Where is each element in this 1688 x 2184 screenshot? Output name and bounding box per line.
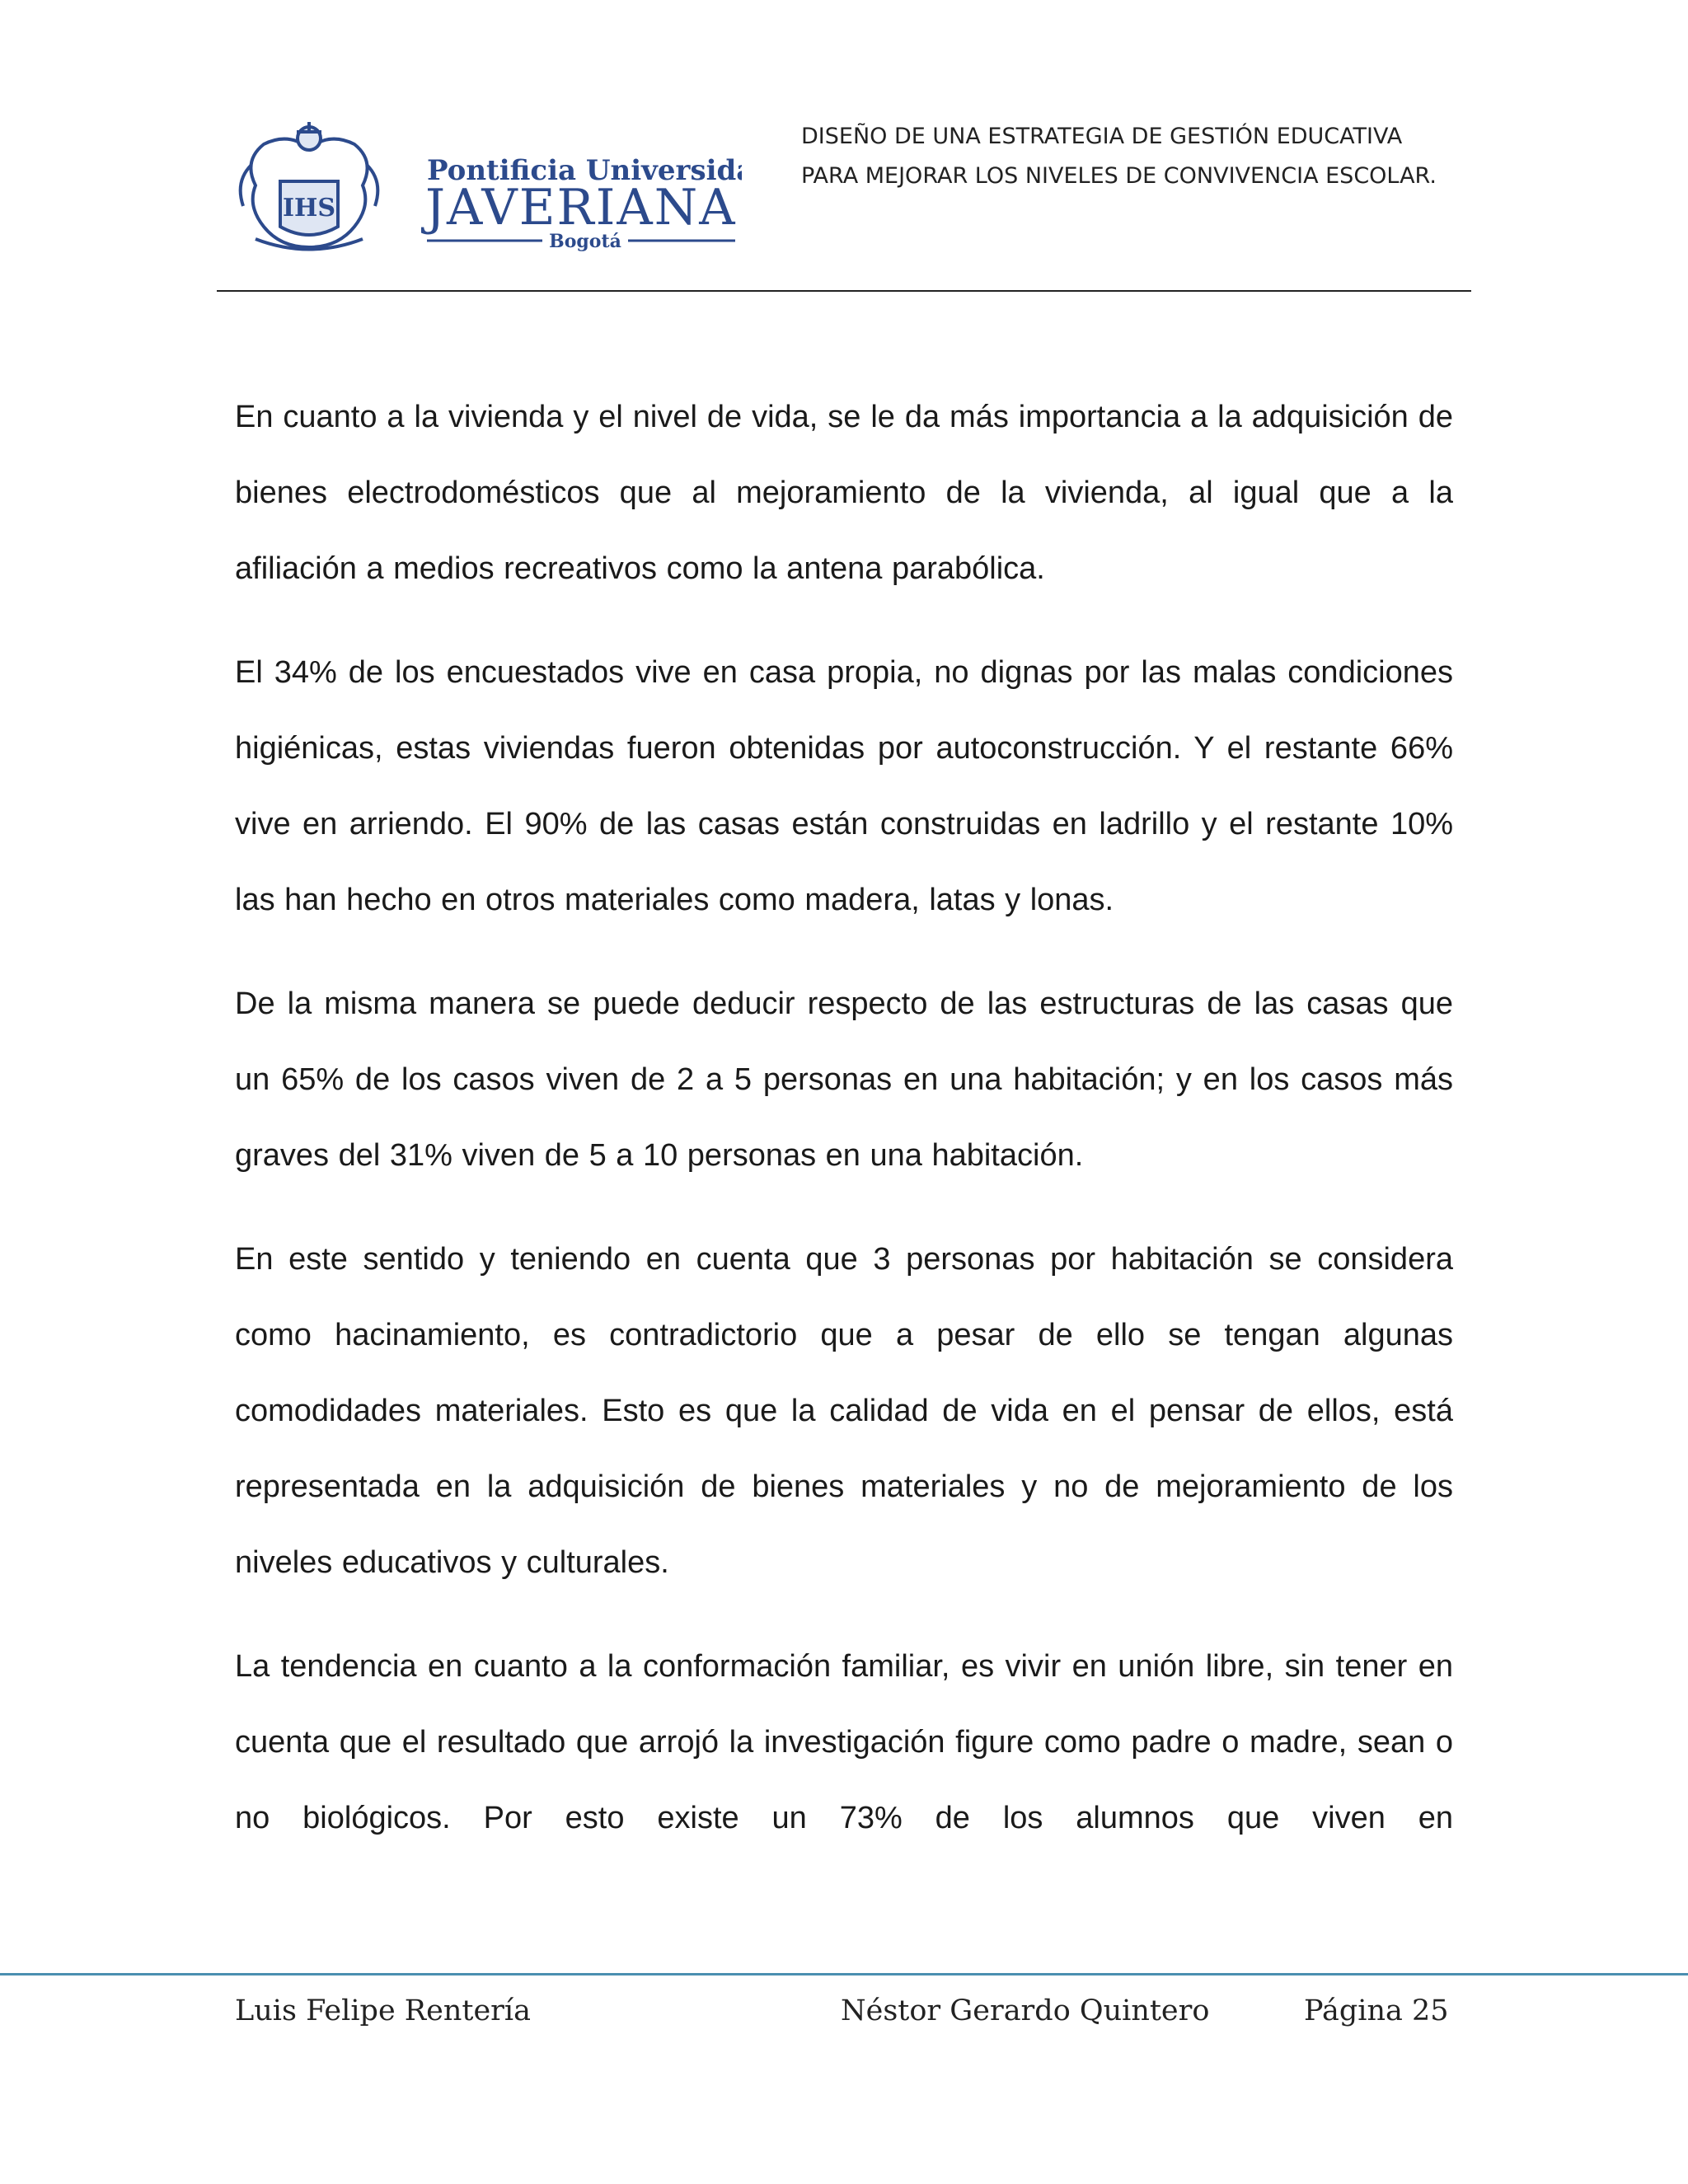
footer-author-1: Luis Felipe Rentería [235, 1994, 531, 2027]
running-title-line-2: PARA MEJORAR LOS NIVELES DE CONVIVENCIA ESCOLAR. [801, 163, 1437, 189]
svg-text:Pontificia Universidad: Pontificia Universidad [427, 154, 742, 187]
svg-text:JAVERIANA: JAVERIANA [425, 179, 737, 237]
page-number: Página 25 [1304, 1994, 1449, 2027]
paragraph-1: En cuanto a la vivienda y el nivel de vida, se le da más importancia a la adquisición de bienes electrodomésticos que al mejoramiento de la vivienda, al igual que a la afiliación a medios recreativos como la antena parabólica. [235, 400, 1453, 586]
svg-text:IHS: IHS [282, 194, 336, 223]
footer-divider [0, 1973, 1688, 1975]
running-header-title [801, 117, 1510, 196]
paragraph-2: El 34% de los encuestados vive en casa propia, no dignas por las malas condiciones higiénicas, estas viviendas fueron obtenidas por autoconstrucción. Y el restante 66% vive en arriendo. El 90% de las casas están construidas en ladrillo y el restante 10% las han hecho en otros materiales como madera, latas y lonas. [235, 655, 1453, 917]
university-logo [231, 115, 742, 260]
document-body [235, 379, 1453, 1856]
paragraph-4: En este sentido y teniendo en cuenta que 3 personas por habitación se considera como hacinamiento, es contradictorio que a pesar de ello se tengan algunas comodidades materiales. Esto es que la calidad de vida en el pensar de ellos, está representada en la adquisición de bienes materiales y no de mejoramiento de los niveles educativos y culturales. [235, 1242, 1453, 1580]
coat-of-arms-seal [241, 122, 378, 250]
svg-text:Bogotá: Bogotá [549, 231, 621, 252]
header-divider [217, 290, 1471, 292]
paragraph-3: De la misma manera se puede deducir respecto de las estructuras de las casas que un 65% de los casos viven de 2 a 5 personas en una habitación; y en los casos más graves del 31% viven de 5 a 10 personas en una habitación. [235, 987, 1453, 1173]
running-title-line-1: DISEÑO DE UNA ESTRATEGIA DE GESTIÓN EDUCATIVA [801, 124, 1403, 149]
footer-author-2: Néstor Gerardo Quintero [841, 1994, 1210, 2027]
paragraph-5: La tendencia en cuanto a la conformación familiar, es vivir en unión libre, sin tener en cuenta que el resultado que arrojó la investigación figure como padre o madre, sean o no biológicos. Por esto existe un 73% de los alumnos que viven en [235, 1649, 1453, 1835]
